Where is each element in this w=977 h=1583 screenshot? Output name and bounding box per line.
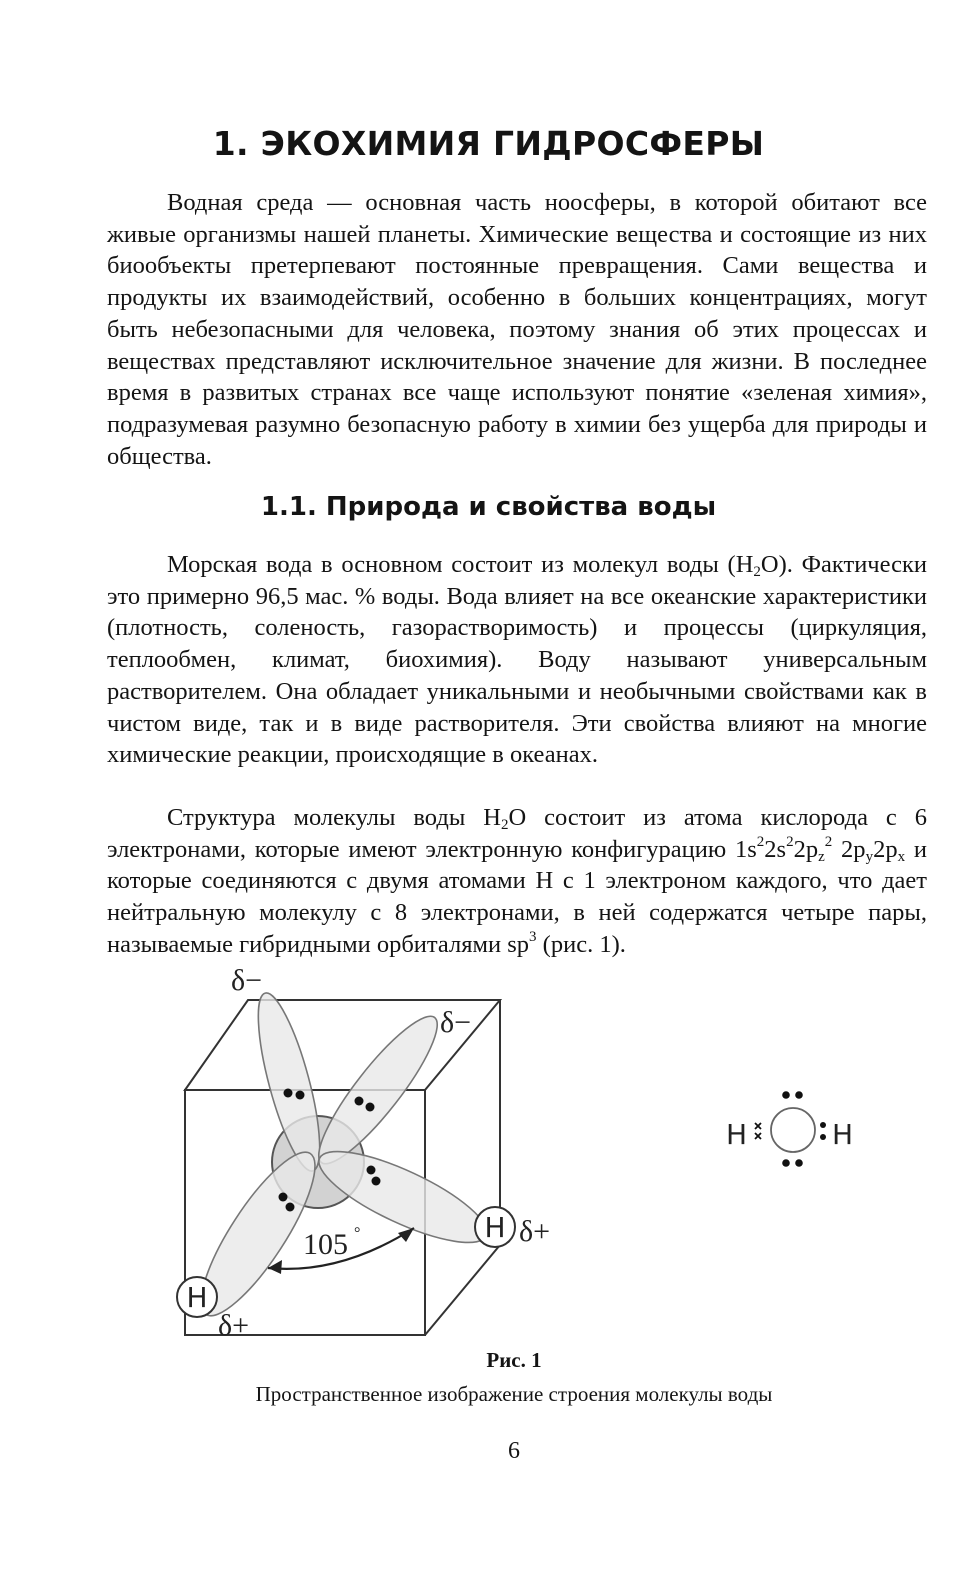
- electron: [366, 1103, 375, 1112]
- delta-plus-right-label: δ+: [519, 1215, 551, 1248]
- p3-sub-4: z: [818, 848, 825, 865]
- p3-sup-2: 2: [756, 833, 765, 850]
- p3-sub-6: y: [865, 848, 874, 865]
- cross-electrons: [755, 1123, 761, 1139]
- page-number: 6: [508, 1438, 520, 1464]
- hydrogen-right-label: H: [484, 1211, 506, 1244]
- lewis-oxygen-circle: [771, 1108, 815, 1152]
- p3-text-5: 2p: [832, 835, 866, 863]
- electron: [279, 1193, 288, 1202]
- degree-sign: °: [354, 1225, 361, 1242]
- bond-angle-value: 105: [303, 1228, 348, 1261]
- chapter-title: 1. ЭКОХИМИЯ ГИДРОСФЕРЫ: [212, 124, 765, 163]
- electron: [795, 1091, 803, 1099]
- angle-arrowhead-right: [398, 1228, 414, 1242]
- electron: [367, 1166, 376, 1175]
- electron: [795, 1159, 803, 1167]
- p3-sup-3: 2: [786, 833, 794, 850]
- p3-text-4: 2p: [793, 835, 819, 863]
- section-title: 1.1. Природа и свойства воды: [260, 492, 717, 522]
- electron: [284, 1089, 293, 1098]
- cube-bottom-right-edge: [425, 1245, 500, 1335]
- p3-sup-8: 3: [529, 928, 537, 945]
- electron: [820, 1122, 826, 1128]
- p3-sub-7: x: [897, 848, 906, 865]
- electron: [355, 1097, 364, 1106]
- lewis-h-left: H: [726, 1118, 748, 1151]
- p3-text-6: 2p: [873, 835, 898, 863]
- p2-text-after: O). Фактически это примерно 96,5 мас. % воды. Вода влияет на все океанские характеристики (плотность, соленость, газорастворимость) и процессы (циркуляция, теплообмен, климат, биохимия). Воду называют универсальным растворителем. Она обладает уникальными и необычными свойствами как в чистом виде, так и в виде растворителя. Эти свойства влияют на многие химические реакции, происходящие в океанах.: [107, 551, 927, 769]
- delta-plus-bottom-label: δ+: [218, 1309, 250, 1342]
- figure-caption-text: Пространственное изображение строения молекулы воды: [255, 1382, 773, 1406]
- electron: [782, 1091, 790, 1099]
- electron: [782, 1159, 790, 1167]
- water-molecule-figure: [160, 962, 880, 1357]
- intro-paragraph: Водная среда — основная часть ноосферы, в которой обитают все живые организмы нашей планеты. Химические вещества и состоящие из них биообъекты претерпевают постоянные превращения. Сами вещества и продукты их взаимодействий, особенно в больших концентрациях, могут быть небезопасными для человека, поэтому знания об этих процессах и веществах представляют исключительное значение для жизни. В последнее время в развитых странах все чаще используют понятие «зеленая химия», подразумевая разумно безопасную работу в химии без ущерба для природы и общества.: [107, 189, 927, 470]
- molecule-structure-paragraph: [107, 802, 927, 961]
- p2-subscript: 2: [753, 564, 761, 580]
- figure-caption-title: Рис. 1: [486, 1348, 542, 1372]
- p3-text-7: и которые соединяются с двумя атомами H с 1 электроном каждого, что дает нейтральную молекулу с 8 электронами, в ней содержатся четыре пары, называемые гибридными орбиталями sp: [107, 835, 927, 958]
- p3-text-2: O состоит из атома кислорода с 6 электронами, которые имеют электронную конфигурацию 1s: [107, 804, 927, 863]
- p3-text-3: 2s: [764, 835, 787, 863]
- p3-text-1: Структура молекулы воды H: [167, 804, 501, 831]
- p3-text-8: (рис. 1).: [536, 930, 626, 958]
- electron: [820, 1134, 826, 1140]
- delta-minus-right-label: δ−: [440, 1006, 472, 1039]
- lewis-structure: [726, 1091, 853, 1167]
- electron: [372, 1177, 381, 1186]
- electron: [286, 1203, 295, 1212]
- electron: [296, 1091, 305, 1100]
- lewis-h-right: H: [832, 1118, 854, 1151]
- water-composition-paragraph: [107, 549, 927, 771]
- p2-text-before: Морская вода в основном состоит из молекул воды (H: [167, 551, 754, 578]
- p3-sup-5: 2: [824, 833, 833, 850]
- delta-minus-top-label: δ−: [231, 964, 263, 997]
- hydrogen-left-label: H: [186, 1281, 208, 1314]
- p3-sub-1: 2: [500, 817, 509, 833]
